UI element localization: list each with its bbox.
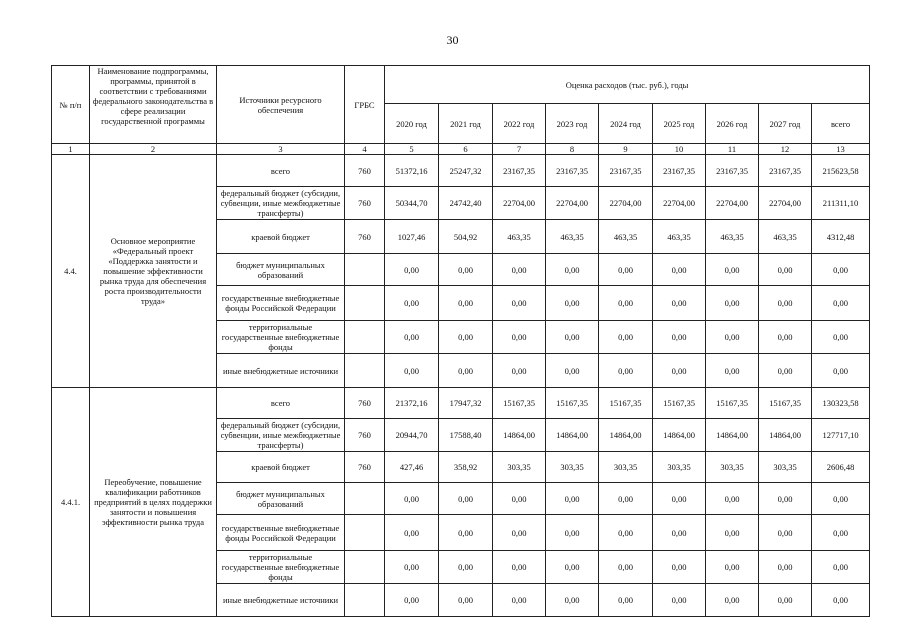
year-value: 0,00 xyxy=(385,515,439,551)
year-value: 23167,35 xyxy=(493,155,546,187)
year-value: 0,00 xyxy=(439,483,493,515)
year-value: 15167,35 xyxy=(653,388,706,419)
funding-source: всего xyxy=(217,155,345,187)
year-value: 50344,70 xyxy=(385,187,439,220)
year-value: 17947,32 xyxy=(439,388,493,419)
year-value: 23167,35 xyxy=(546,155,599,187)
year-value: 15167,35 xyxy=(759,388,812,419)
funding-source: бюджет муниципальных образований xyxy=(217,483,345,515)
year-value: 0,00 xyxy=(599,254,653,286)
column-number: 5 xyxy=(385,144,439,155)
header-year: 2022 год xyxy=(493,104,546,144)
funding-source: федеральный бюджет (субсидии, субвенции, иные межбюджетные трансферты) xyxy=(217,419,345,452)
grbs-code: 760 xyxy=(345,187,385,220)
section-number: 4.4. xyxy=(52,155,90,388)
year-value: 0,00 xyxy=(653,286,706,321)
year-value: 0,00 xyxy=(439,551,493,584)
total-value: 0,00 xyxy=(812,515,870,551)
year-value: 0,00 xyxy=(706,354,759,388)
column-number: 3 xyxy=(217,144,345,155)
column-number: 8 xyxy=(546,144,599,155)
header-row-top xyxy=(52,66,870,104)
column-number-row xyxy=(52,144,870,155)
total-value: 0,00 xyxy=(812,254,870,286)
year-value: 0,00 xyxy=(546,515,599,551)
year-value: 20944,70 xyxy=(385,419,439,452)
year-value: 0,00 xyxy=(759,483,812,515)
column-number: 9 xyxy=(599,144,653,155)
total-value: 130323,58 xyxy=(812,388,870,419)
total-value: 2606,48 xyxy=(812,452,870,483)
grbs-code xyxy=(345,515,385,551)
header-year: 2023 год xyxy=(546,104,599,144)
year-value: 0,00 xyxy=(759,515,812,551)
grbs-code: 760 xyxy=(345,452,385,483)
year-value: 22704,00 xyxy=(653,187,706,220)
year-value: 15167,35 xyxy=(706,388,759,419)
funding-source: государственные внебюджетные фонды Российской Федерации xyxy=(217,286,345,321)
grbs-code: 760 xyxy=(345,220,385,254)
year-value: 0,00 xyxy=(599,483,653,515)
year-value: 0,00 xyxy=(546,483,599,515)
year-value: 0,00 xyxy=(599,286,653,321)
year-value: 0,00 xyxy=(759,254,812,286)
year-value: 0,00 xyxy=(599,321,653,354)
funding-source: иные внебюджетные источники xyxy=(217,354,345,388)
year-value: 303,35 xyxy=(493,452,546,483)
year-value: 0,00 xyxy=(706,483,759,515)
year-value: 0,00 xyxy=(385,483,439,515)
year-value: 0,00 xyxy=(439,515,493,551)
year-value: 0,00 xyxy=(385,584,439,617)
year-value: 0,00 xyxy=(385,254,439,286)
year-value: 0,00 xyxy=(439,321,493,354)
header-total: всего xyxy=(812,104,870,144)
year-value: 0,00 xyxy=(653,515,706,551)
funding-source: иные внебюджетные источники xyxy=(217,584,345,617)
year-value: 0,00 xyxy=(653,584,706,617)
year-value: 0,00 xyxy=(599,354,653,388)
grbs-code: 760 xyxy=(345,419,385,452)
header-num: № п/п xyxy=(52,66,90,144)
total-value: 0,00 xyxy=(812,584,870,617)
year-value: 303,35 xyxy=(759,452,812,483)
year-value: 23167,35 xyxy=(653,155,706,187)
header-estimate: Оценка расходов (тыс. руб.), годы xyxy=(385,66,870,104)
year-value: 0,00 xyxy=(653,354,706,388)
header-year: 2026 год xyxy=(706,104,759,144)
year-value: 504,92 xyxy=(439,220,493,254)
year-value: 0,00 xyxy=(546,584,599,617)
year-value: 0,00 xyxy=(385,354,439,388)
year-value: 463,35 xyxy=(493,220,546,254)
year-value: 0,00 xyxy=(759,321,812,354)
table-row xyxy=(52,388,870,419)
year-value: 0,00 xyxy=(706,321,759,354)
year-value: 0,00 xyxy=(493,515,546,551)
year-value: 463,35 xyxy=(759,220,812,254)
year-value: 14864,00 xyxy=(759,419,812,452)
funding-source: федеральный бюджет (субсидии, субвенции, иные межбюджетные трансферты) xyxy=(217,187,345,220)
header-year: 2021 год xyxy=(439,104,493,144)
year-value: 0,00 xyxy=(439,286,493,321)
year-value: 0,00 xyxy=(546,286,599,321)
year-value: 463,35 xyxy=(653,220,706,254)
header-year: 2025 год xyxy=(653,104,706,144)
year-value: 22704,00 xyxy=(493,187,546,220)
year-value: 0,00 xyxy=(599,515,653,551)
column-number: 2 xyxy=(90,144,217,155)
column-number: 4 xyxy=(345,144,385,155)
year-value: 0,00 xyxy=(493,354,546,388)
header-name: Наименование подпрограммы, программы, принятой в соответствии с требованиями федерального законодательства в сфере реализации государственной программы xyxy=(90,66,217,144)
year-value: 15167,35 xyxy=(493,388,546,419)
grbs-code xyxy=(345,483,385,515)
section-number: 4.4.1. xyxy=(52,388,90,617)
year-value: 0,00 xyxy=(653,321,706,354)
year-value: 303,35 xyxy=(599,452,653,483)
grbs-code xyxy=(345,354,385,388)
total-value: 215623,58 xyxy=(812,155,870,187)
grbs-code xyxy=(345,584,385,617)
year-value: 0,00 xyxy=(706,515,759,551)
year-value: 0,00 xyxy=(439,584,493,617)
year-value: 463,35 xyxy=(546,220,599,254)
year-value: 14864,00 xyxy=(653,419,706,452)
funding-source: территориальные государственные внебюджетные фонды xyxy=(217,321,345,354)
year-value: 14864,00 xyxy=(493,419,546,452)
year-value: 0,00 xyxy=(706,551,759,584)
year-value: 22704,00 xyxy=(706,187,759,220)
total-value: 0,00 xyxy=(812,483,870,515)
funding-source: краевой бюджет xyxy=(217,220,345,254)
header-year: 2027 год xyxy=(759,104,812,144)
year-value: 51372,16 xyxy=(385,155,439,187)
year-value: 0,00 xyxy=(493,286,546,321)
funding-source: бюджет муниципальных образований xyxy=(217,254,345,286)
header-year: 2024 год xyxy=(599,104,653,144)
column-number: 10 xyxy=(653,144,706,155)
year-value: 0,00 xyxy=(439,354,493,388)
year-value: 0,00 xyxy=(759,286,812,321)
year-value: 0,00 xyxy=(546,254,599,286)
year-value: 0,00 xyxy=(706,584,759,617)
total-value: 127717,10 xyxy=(812,419,870,452)
year-value: 14864,00 xyxy=(599,419,653,452)
grbs-code: 760 xyxy=(345,155,385,187)
grbs-code xyxy=(345,286,385,321)
funding-source: краевой бюджет xyxy=(217,452,345,483)
grbs-code xyxy=(345,254,385,286)
year-value: 463,35 xyxy=(706,220,759,254)
year-value: 23167,35 xyxy=(599,155,653,187)
grbs-code xyxy=(345,551,385,584)
year-value: 0,00 xyxy=(706,254,759,286)
column-number: 13 xyxy=(812,144,870,155)
year-value: 15167,35 xyxy=(599,388,653,419)
section-name: Основное мероприятие «Федеральный проект «Поддержка занятости и повышение эффективности рынка труда для обеспечения роста производительности труда» xyxy=(90,155,217,388)
year-value: 427,46 xyxy=(385,452,439,483)
column-number: 1 xyxy=(52,144,90,155)
year-value: 0,00 xyxy=(546,321,599,354)
year-value: 303,35 xyxy=(546,452,599,483)
year-value: 0,00 xyxy=(653,483,706,515)
year-value: 0,00 xyxy=(759,354,812,388)
year-value: 0,00 xyxy=(599,551,653,584)
year-value: 0,00 xyxy=(759,584,812,617)
year-value: 0,00 xyxy=(493,584,546,617)
year-value: 22704,00 xyxy=(759,187,812,220)
year-value: 0,00 xyxy=(493,321,546,354)
year-value: 22704,00 xyxy=(546,187,599,220)
page-number: 30 xyxy=(446,33,459,47)
year-value: 0,00 xyxy=(706,286,759,321)
year-value: 0,00 xyxy=(439,254,493,286)
grbs-code: 760 xyxy=(345,388,385,419)
year-value: 303,35 xyxy=(653,452,706,483)
column-number: 11 xyxy=(706,144,759,155)
total-value: 0,00 xyxy=(812,551,870,584)
total-value: 211311,10 xyxy=(812,187,870,220)
year-value: 0,00 xyxy=(759,551,812,584)
column-number: 12 xyxy=(759,144,812,155)
year-value: 0,00 xyxy=(493,551,546,584)
year-value: 0,00 xyxy=(385,551,439,584)
table-row xyxy=(52,155,870,187)
funding-source: государственные внебюджетные фонды Российской Федерации xyxy=(217,515,345,551)
header-grbs: ГРБС xyxy=(345,66,385,144)
year-value: 14864,00 xyxy=(706,419,759,452)
year-value: 25247,32 xyxy=(439,155,493,187)
year-value: 14864,00 xyxy=(546,419,599,452)
year-value: 23167,35 xyxy=(706,155,759,187)
total-value: 4312,48 xyxy=(812,220,870,254)
column-number: 6 xyxy=(439,144,493,155)
total-value: 0,00 xyxy=(812,354,870,388)
year-value: 23167,35 xyxy=(759,155,812,187)
budget-table xyxy=(51,65,870,617)
year-value: 0,00 xyxy=(493,483,546,515)
total-value: 0,00 xyxy=(812,286,870,321)
year-value: 21372,16 xyxy=(385,388,439,419)
header-year: 2020 год xyxy=(385,104,439,144)
year-value: 0,00 xyxy=(546,354,599,388)
year-value: 0,00 xyxy=(385,321,439,354)
year-value: 1027,46 xyxy=(385,220,439,254)
year-value: 17588,40 xyxy=(439,419,493,452)
grbs-code xyxy=(345,321,385,354)
year-value: 463,35 xyxy=(599,220,653,254)
header-source: Источники ресурсного обеспечения xyxy=(217,66,345,144)
year-value: 358,92 xyxy=(439,452,493,483)
total-value: 0,00 xyxy=(812,321,870,354)
year-value: 0,00 xyxy=(653,551,706,584)
funding-source: территориальные государственные внебюджетные фонды xyxy=(217,551,345,584)
year-value: 22704,00 xyxy=(599,187,653,220)
funding-source: всего xyxy=(217,388,345,419)
column-number: 7 xyxy=(493,144,546,155)
year-value: 0,00 xyxy=(493,254,546,286)
year-value: 0,00 xyxy=(599,584,653,617)
year-value: 303,35 xyxy=(706,452,759,483)
year-value: 0,00 xyxy=(385,286,439,321)
year-value: 0,00 xyxy=(546,551,599,584)
year-value: 15167,35 xyxy=(546,388,599,419)
section-name: Переобучение, повышение квалификации работников предприятий в целях поддержки занятости и повышения эффективности рынка труда xyxy=(90,388,217,617)
year-value: 0,00 xyxy=(653,254,706,286)
year-value: 24742,40 xyxy=(439,187,493,220)
